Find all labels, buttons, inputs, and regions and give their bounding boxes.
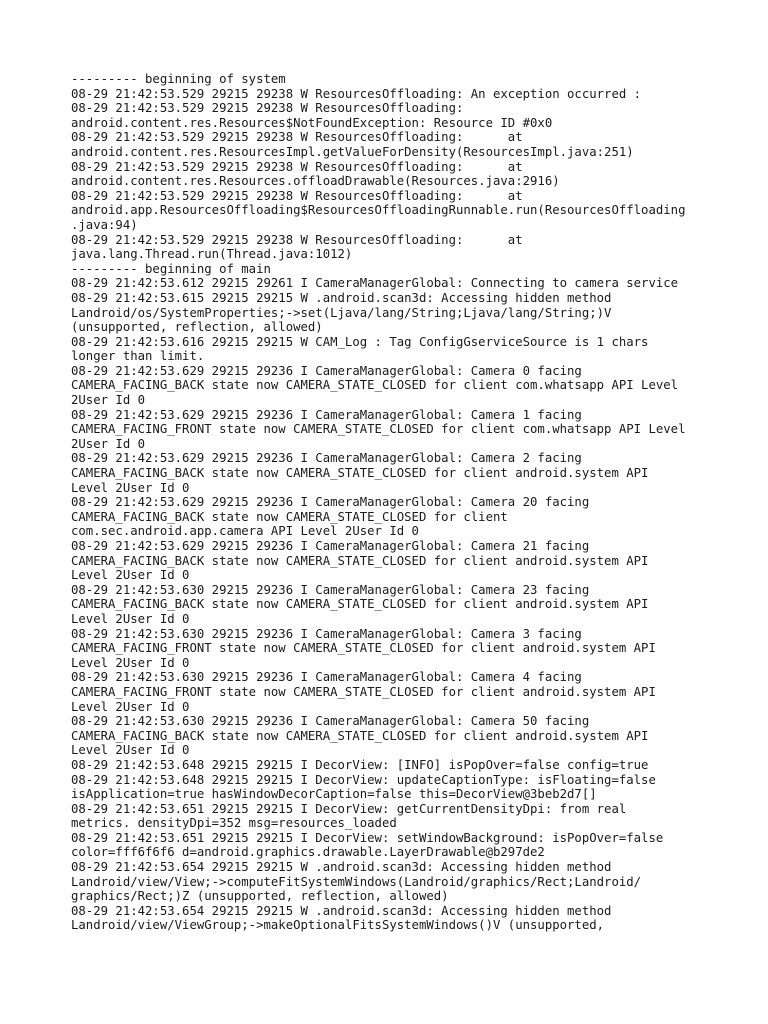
log-line: 08-29 21:42:53.529 29215 29238 W ResourcesOffloading: — [71, 101, 464, 116]
log-line: 08-29 21:42:53.612 29215 29261 I CameraManagerGlobal: Connecting to camera service — [71, 276, 679, 291]
log-line: Landroid/os/SystemProperties;->set(Ljava/lang/String;Ljava/lang/String;)V — [71, 305, 612, 320]
log-line: Level 2User Id 0 — [71, 699, 190, 714]
log-line: --------- beginning of main — [71, 261, 271, 276]
log-line: 08-29 21:42:53.529 29215 29238 W ResourcesOffloading: An exception occurred : — [71, 86, 642, 101]
log-line: 08-29 21:42:53.529 29215 29238 W ResourcesOffloading: at — [71, 232, 523, 247]
log-line: android.content.res.ResourcesImpl.getValueForDensity(ResourcesImpl.java:251) — [71, 144, 634, 159]
log-line: CAMERA_FACING_BACK state now CAMERA_STATE_CLOSED for client android.system API — [71, 728, 649, 743]
log-line: .java:94) — [71, 217, 138, 232]
log-line: CAMERA_FACING_FRONT state now CAMERA_STATE_CLOSED for client com.whatsapp API Level — [71, 422, 686, 437]
log-line: 08-29 21:42:53.651 29215 29215 I DecorView: setWindowBackground: isPopOver=false — [71, 830, 664, 845]
log-line: 08-29 21:42:53.629 29215 29236 I CameraManagerGlobal: Camera 0 facing — [71, 363, 582, 378]
log-line: 08-29 21:42:53.629 29215 29236 I CameraManagerGlobal: Camera 1 facing — [71, 407, 582, 422]
log-line: CAMERA_FACING_BACK state now CAMERA_STATE_CLOSED for client android.system API — [71, 466, 649, 481]
log-line: Level 2User Id 0 — [71, 743, 190, 758]
log-line: Landroid/view/ViewGroup;->makeOptionalFitsSystemWindows()V (unsupported, — [71, 918, 605, 933]
log-line: 08-29 21:42:53.629 29215 29236 I CameraManagerGlobal: Camera 2 facing — [71, 451, 582, 466]
log-line: java.lang.Thread.run(Thread.java:1012) — [71, 247, 353, 262]
log-line: --------- beginning of system — [71, 72, 286, 86]
log-document — [71, 72, 711, 933]
log-line: 08-29 21:42:53.629 29215 29236 I CameraManagerGlobal: Camera 20 facing — [71, 495, 590, 510]
log-line: 08-29 21:42:53.529 29215 29238 W ResourcesOffloading: at — [71, 130, 523, 145]
log-line: 08-29 21:42:53.615 29215 29215 W .android.scan3d: Accessing hidden method — [71, 290, 612, 305]
log-line: 08-29 21:42:53.648 29215 29215 I DecorView: [INFO] isPopOver=false config=true — [71, 757, 649, 772]
log-line: Level 2User Id 0 — [71, 480, 190, 495]
log-line: isApplication=true hasWindowDecorCaption=false this=DecorView@3beb2d7[] — [71, 787, 597, 802]
log-line: 08-29 21:42:53.630 29215 29236 I CameraManagerGlobal: Camera 50 facing — [71, 714, 590, 729]
log-line: Level 2User Id 0 — [71, 655, 190, 670]
log-line: CAMERA_FACING_BACK state now CAMERA_STATE_CLOSED for client android.system API — [71, 553, 649, 568]
log-line: 08-29 21:42:53.529 29215 29238 W ResourcesOffloading: at — [71, 159, 523, 174]
log-line: Level 2User Id 0 — [71, 568, 190, 583]
log-line: 08-29 21:42:53.654 29215 29215 W .android.scan3d: Accessing hidden method — [71, 860, 612, 875]
log-line: 08-29 21:42:53.630 29215 29236 I CameraManagerGlobal: Camera 23 facing — [71, 582, 590, 597]
log-line: 08-29 21:42:53.529 29215 29238 W ResourcesOffloading: at — [71, 188, 523, 203]
log-line: 08-29 21:42:53.654 29215 29215 W .android.scan3d: Accessing hidden method — [71, 903, 612, 918]
log-line: Landroid/view/View;->computeFitSystemWindows(Landroid/graphics/Rect;Landroid/ — [71, 874, 642, 889]
log-line: longer than limit. — [71, 349, 205, 364]
log-line: CAMERA_FACING_FRONT state now CAMERA_STATE_CLOSED for client android.system API — [71, 641, 656, 656]
log-line: android.content.res.Resources$NotFoundException: Resource ID #0x0 — [71, 115, 553, 130]
log-line: android.app.ResourcesOffloading$ResourcesOffloadingRunnable.run(ResourcesOffloading — [71, 203, 686, 218]
log-line: android.content.res.Resources.offloadDrawable(Resources.java:2916) — [71, 174, 560, 189]
log-line: 08-29 21:42:53.629 29215 29236 I CameraManagerGlobal: Camera 21 facing — [71, 539, 590, 553]
log-line: 08-29 21:42:53.616 29215 29215 W CAM_Log : Tag ConfigGserviceSource is 1 chars — [71, 334, 649, 349]
log-line: com.sec.android.app.camera API Level 2User Id 0 — [71, 524, 419, 539]
log-line: 08-29 21:42:53.630 29215 29236 I CameraManagerGlobal: Camera 3 facing — [71, 626, 582, 641]
log-line: CAMERA_FACING_FRONT state now CAMERA_STATE_CLOSED for client android.system API — [71, 684, 656, 699]
log-line: CAMERA_FACING_BACK state now CAMERA_STATE_CLOSED for client — [71, 509, 508, 524]
log-line: 2User Id 0 — [71, 393, 146, 408]
log-line: Level 2User Id 0 — [71, 611, 190, 626]
log-line: CAMERA_FACING_BACK state now CAMERA_STATE_CLOSED for client com.whatsapp API Level — [71, 378, 679, 393]
log-line: 08-29 21:42:53.648 29215 29215 I DecorView: updateCaptionType: isFloating=false — [71, 772, 656, 787]
log-line: metrics. densityDpi=352 msg=resources_loaded — [71, 816, 397, 831]
log-line: 2User Id 0 — [71, 436, 146, 451]
log-line: CAMERA_FACING_BACK state now CAMERA_STATE_CLOSED for client android.system API — [71, 597, 649, 612]
log-line: (unsupported, reflection, allowed) — [71, 320, 323, 335]
log-line: color=fff6f6f6 d=android.graphics.drawable.LayerDrawable@b297de2 — [71, 845, 545, 860]
log-line: graphics/Rect;)Z (unsupported, reflection, allowed) — [71, 889, 449, 904]
log-line: 08-29 21:42:53.630 29215 29236 I CameraManagerGlobal: Camera 4 facing — [71, 670, 582, 685]
log-line: 08-29 21:42:53.651 29215 29215 I DecorView: getCurrentDensityDpi: from real — [71, 801, 627, 816]
